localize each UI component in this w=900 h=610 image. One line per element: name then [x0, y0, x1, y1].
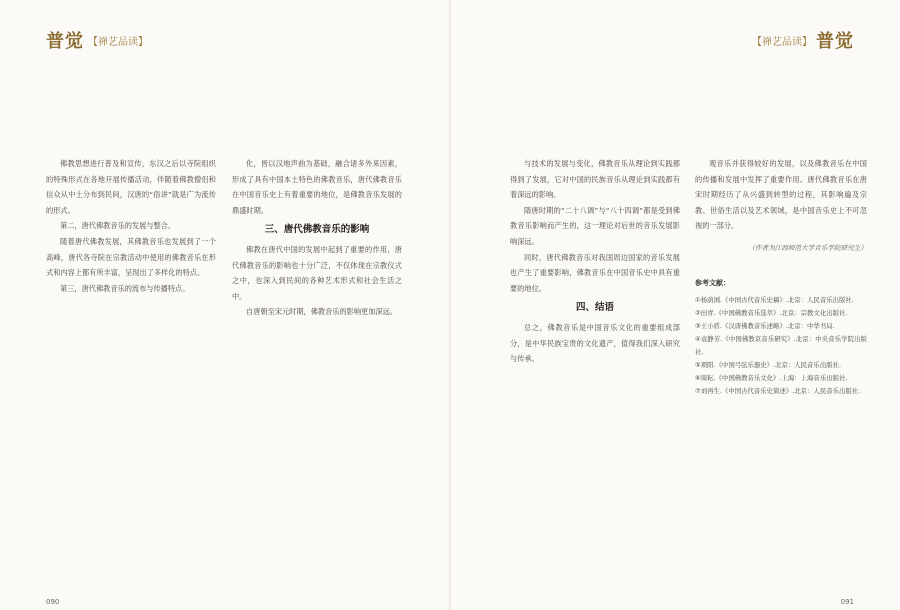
column-tag: 【禅艺品读】	[752, 36, 812, 48]
brand-logo: 普觉	[816, 31, 854, 52]
left-page-header	[46, 30, 148, 50]
paragraph: 第二，唐代佛教音乐的发展与整合。	[60, 221, 176, 231]
right-column-2	[695, 156, 867, 398]
paragraph: 隋唐时期的“二十八调”与“八十四调”都是受到佛教音乐影响而产生的，这一理论对后世的音乐发展影响深远。	[510, 205, 680, 246]
paragraph: 与技术的发展与变化，佛教音乐从理论到实践都得到了发展，它对中国的民族音乐从理论到实践都有着深远的影响。	[510, 159, 680, 200]
paragraph: 自唐朝至宋元时期，佛教音乐的影响更加深远。	[246, 307, 397, 317]
paragraph: 第三，唐代佛教音乐的流布与传播特点。	[60, 283, 190, 293]
paragraph: 佛教思想进行普及和宣传，东汉之后以寺院组织的特殊形式在各地开展传播活动，伴随着佛教僧侣和信众从中土分布到民间，汉唐的“俗讲”就是广为流传的形式。	[46, 159, 216, 215]
reference-item: ⑦刘再生.《中国古代音乐史简述》.北京：人民音乐出版社.	[695, 386, 861, 395]
paragraph: 随着唐代佛教发展，其佛教音乐也发展到了一个高峰，唐代各寺院在宗教活动中使用的佛教音乐在形式和内容上都有所丰富，呈现出了多样化的特点。	[46, 236, 216, 278]
reference-item: ⑥周耘.《中国佛教音乐文化》.上海：上海音乐出版社.	[695, 373, 848, 382]
left-column-2	[232, 156, 402, 320]
paragraph: 观音乐并获得较好的发展，以及佛教音乐在中国的传播和发展中发挥了重要作用。唐代佛教音乐在唐宋时期经历了从兴盛到转型的过程，其影响遍及宗教、世俗生活以及艺术领域，是中国音乐史上不可忽视的一部分。	[695, 159, 867, 231]
references-list	[695, 294, 867, 398]
reference-item: ⑤项阳.《中国弓弦乐器史》.北京：人民音乐出版社.	[695, 360, 842, 369]
reference-item: ②田青.《中国佛教音乐选萃》.北京：宗教文化出版社.	[695, 308, 848, 317]
section-heading: 三、唐代佛教音乐的影响	[264, 224, 370, 236]
reference-item: ①杨荫浏.《中国古代音乐史稿》.北京：人民音乐出版社.	[695, 295, 854, 304]
page-number-right: 091	[840, 598, 854, 606]
reference-item: ③王小盾.《汉唐佛教音乐述略》.北京：中华书局.	[695, 321, 835, 330]
left-column-1	[46, 156, 216, 296]
page-number-left: 090	[46, 598, 60, 606]
right-column-1	[510, 156, 680, 367]
brand-logo: 普觉	[46, 31, 84, 52]
section-heading: 四、结语	[575, 302, 614, 314]
paragraph: 同时，唐代佛教音乐对我国周边国家的音乐发展也产生了重要影响，佛教音乐在中国音乐史中具有重要的地位。	[510, 252, 680, 293]
author-note: （作者为江西师范大学音乐学院研究生）	[748, 243, 867, 252]
references-title: 参考文献：	[695, 278, 730, 287]
right-page-header	[752, 30, 854, 50]
paragraph: 佛教在唐代中国的发展中起到了重要的作用，唐代佛教音乐的影响也十分广泛，不仅体现在宗教仪式之中，也深入到民间的各种艺术形式和社会生活之中。	[232, 244, 402, 301]
paragraph: 总之，佛教音乐是中国音乐文化的重要组成部分，是中华民族宝贵的文化遗产，值得我们深入研究与传承。	[510, 322, 680, 364]
reference-item: ④袁静芳.《中国佛教京音乐研究》.北京：中央音乐学院出版社.	[695, 334, 867, 356]
column-tag: 【禅艺品读】	[88, 36, 148, 48]
paragraph: 化，皆以汉地声曲为基础，融合诸多外来因素，形成了具有中国本土特色的佛教音乐，唐代佛教音乐在中国音乐史上有着重要的地位，是佛教音乐发展的鼎盛时期。	[232, 159, 402, 215]
